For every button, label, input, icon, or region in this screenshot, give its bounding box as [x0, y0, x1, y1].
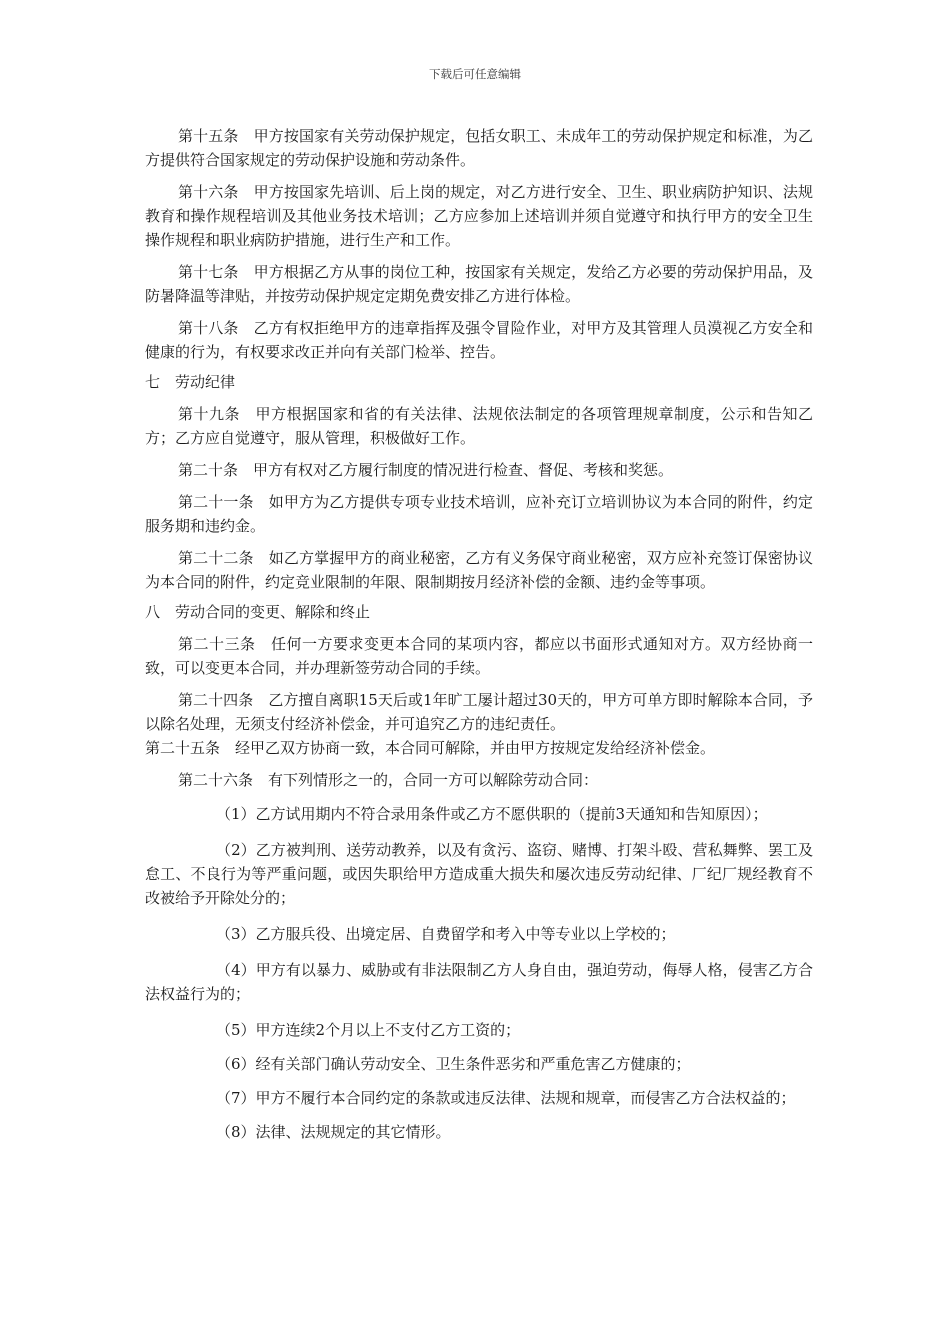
list-item-3: （3）乙方服兵役、出境定居、自费留学和考入中等专业以上学校的；: [216, 925, 676, 943]
article-26: 第二十六条 有下列情形之一的，合同一方可以解除劳动合同：: [178, 771, 599, 789]
article-21: 第二十一条 如甲方为乙方提供专项专业技术培训，应补充订立培训协议为本合同的附件，约定服务期和违约金。: [145, 493, 813, 535]
document-body: [145, 124, 813, 1144]
list-item-6: （6）经有关部门确认劳动安全、卫生条件恶劣和严重危害乙方健康的；: [216, 1055, 691, 1073]
list-item-4: （4）甲方有以暴力、威胁或有非法限制乙方人身自由，强迫劳动，侮辱人格，侵害乙方合法权益行为的；: [145, 961, 813, 1003]
list-item-5: （5）甲方连续2个月以上不支付乙方工资的；: [216, 1021, 521, 1039]
list-item-2: （2）乙方被判刑、送劳动教养，以及有贪污、盗窃、赌博、打架斗殴、营私舞弊、罢工及怠工、不良行为等严重问题，或因失职给甲方造成重大损失和屡次违反劳动纪律、厂纪厂规经教育不改被给予开除处分的；: [145, 841, 813, 907]
article-22: 第二十二条 如乙方掌握甲方的商业秘密，乙方有义务保守商业秘密，双方应补充签订保密协议为本合同的附件，约定竞业限制的年限、限制期按月经济补偿的金额、违约金等事项。: [145, 549, 813, 591]
article-25: 第二十五条 经甲乙双方协商一致，本合同可解除，并由甲方按规定发给经济补偿金。: [145, 739, 716, 757]
article-24: 第二十四条 乙方擅自离职15天后或1年旷工屡计超过30天的，甲方可单方即时解除本合同，予以除名处理，无须支付经济补偿金，并可追究乙方的违纪责任。: [145, 691, 813, 733]
section-heading-7: 七 劳动纪律: [145, 373, 236, 391]
article-16: 第十六条 甲方按国家先培训、后上岗的规定，对乙方进行安全、卫生、职业病防护知识、法规教育和操作规程培训及其他业务技术培训；乙方应参加上述培训并须自觉遵守和执行甲方的安全卫生操作规程和职业病防护措施，进行生产和工作。: [145, 183, 813, 249]
list-item-8: （8）法律、法规规定的其它情形。: [216, 1123, 451, 1141]
article-23: 第二十三条 任何一方要求变更本合同的某项内容，都应以书面形式通知对方。双方经协商一致，可以变更本合同，并办理新签劳动合同的手续。: [145, 635, 813, 677]
list-item-7: （7）甲方不履行本合同约定的条款或违反法律、法规和规章，而侵害乙方合法权益的；: [216, 1089, 796, 1107]
page-header: 下载后可任意编辑: [429, 67, 521, 81]
article-18: 第十八条 乙方有权拒绝甲方的违章指挥及强令冒险作业，对甲方及其管理人员漠视乙方安全和健康的行为，有权要求改正并向有关部门检举、控告。: [145, 319, 813, 361]
article-20: 第二十条 甲方有权对乙方履行制度的情况进行检查、督促、考核和奖惩。: [178, 461, 674, 479]
article-15: 第十五条 甲方按国家有关劳动保护规定，包括女职工、未成年工的劳动保护规定和标准，为乙方提供符合国家规定的劳动保护设施和劳动条件。: [145, 127, 813, 169]
section-heading-8: 八 劳动合同的变更、解除和终止: [145, 603, 371, 621]
list-item-1: （1）乙方试用期内不符合录用条件或乙方不愿供职的（提前3天通知和告知原因）；: [216, 805, 768, 823]
article-19: 第十九条 甲方根据国家和省的有关法律、法规依法制定的各项管理规章制度，公示和告知乙方；乙方应自觉遵守，服从管理，积极做好工作。: [145, 405, 813, 447]
article-17: 第十七条 甲方根据乙方从事的岗位工种，按国家有关规定，发给乙方必要的劳动保护用品，及防暑降温等津贴，并按劳动保护规定定期免费安排乙方进行体检。: [145, 263, 813, 305]
